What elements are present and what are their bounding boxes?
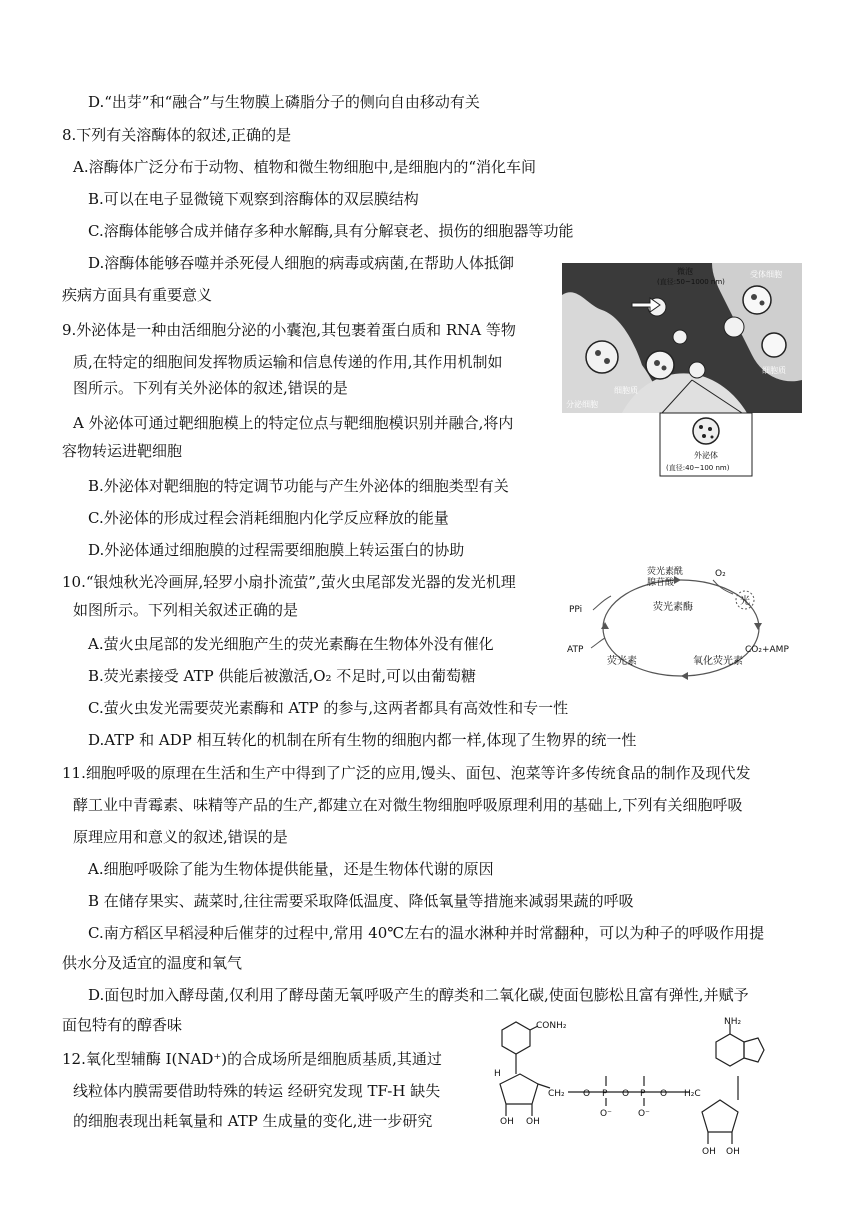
microvesicle-size-label: (直径:50~1000 nm) [657, 278, 725, 286]
q10-stem-line1: 10.“银烛秋光冷画屏,轻罗小扇扑流萤”,萤火虫尾部发光器的发光机理 [62, 573, 516, 591]
co2-amp-label: CO₂+AMP [745, 645, 789, 655]
q11-option-a: A.细胞呼吸除了能为生物体提供能量，还是生物体代谢的原因 [88, 860, 494, 878]
oxygen-label: O [622, 1089, 630, 1099]
oxyluciferin-label: 氧化荧光素 [693, 656, 743, 667]
luciferase-cycle-figure [563, 560, 803, 688]
methylene-label: CH₂ [548, 1089, 565, 1099]
oxide-label: O⁻ [638, 1109, 650, 1119]
oxide-label: O⁻ [600, 1109, 612, 1119]
q12-stem-line1: 12.氧化型辅酶 I(NAD⁺)的合成场所是细胞质基质,其通过 [62, 1050, 442, 1068]
q10-option-b: B.荧光素接受 ATP 供能后被激活,O₂ 不足时,可以由葡萄糖 [88, 667, 477, 685]
phosphorus-label: P [602, 1089, 608, 1099]
luciferyl-adenylate-label: 腺苷酸 [647, 578, 675, 588]
hydroxyl-label: OH [702, 1147, 716, 1157]
oxygen-label: O [583, 1089, 591, 1099]
oxygen-label: O₂ [715, 569, 726, 579]
ribose-ring-left [500, 1074, 538, 1104]
q9-option-a-line2: 容物转运进靶细胞 [62, 442, 183, 460]
q7-option-d: D.“出芽”和“融合”与生物膜上磷脂分子的侧向自由移动有关 [88, 93, 480, 111]
q10-option-d: D.ATP 和 ADP 相互转化的机制在所有生物的细胞内都一样,体现了生物界的统一性 [88, 731, 637, 749]
amide-label: CONH₂ [536, 1021, 567, 1031]
cytoplasm-label: 细胞质 [614, 386, 638, 395]
luciferin-label: 荧光素 [607, 656, 637, 667]
vesicle-icon [586, 341, 618, 373]
hydrogen-label: H [494, 1069, 501, 1079]
secretory-cell-label: 分泌细胞 [566, 400, 598, 409]
q11-option-c-line1: C.南方稻区早稻浸种后催芽的过程中,常用 40℃左右的温水淋种并时常翻种，可以为种子的呼吸作用提 [88, 924, 765, 942]
exosome-label: 外泌体 [694, 451, 718, 460]
q8-option-d-line2: 疾病方面具有重要意义 [62, 286, 213, 304]
hydroxyl-label: OH [726, 1147, 740, 1157]
q11-option-b: B 在储存果实、蔬菜时,往往需要采取降低温度、降低氧量等措施来减弱果蔬的呼吸 [88, 892, 634, 910]
q9-stem-line2: 质,在特定的细胞间发挥物质运输和信息传递的作用,其作用机制如 [73, 353, 503, 371]
ppi-label: PPi [569, 605, 583, 615]
q8-option-a: A.溶酶体广泛分布于动物、植物和微生物细胞中,是细胞内的“消化车间 [73, 158, 537, 176]
hydroxyl-label: OH [500, 1117, 514, 1127]
luciferase-label: 荧光素酶 [653, 602, 693, 613]
receptor-cell-label: 受体细胞 [750, 270, 782, 279]
q11-option-c-line2: 供水分及适宜的温度和氧气 [62, 954, 243, 972]
q8-option-b: B.可以在电子显微镜下观察到溶酶体的双层膜结构 [88, 190, 419, 208]
phosphorus-label: P [640, 1089, 646, 1099]
q11-option-d-line2: 面包特有的醇香味 [62, 1016, 183, 1034]
exosome-size-label: (直径:40~100 nm) [666, 464, 730, 472]
q9-option-d: D.外泌体通过细胞膜的过程需要细胞膜上转运蛋白的协助 [88, 541, 465, 559]
q9-option-c: C.外泌体的形成过程会消耗细胞内化学反应释放的能量 [88, 509, 449, 527]
q9-stem-line1: 9.外泌体是一种由活细胞分泌的小囊泡,其包裹着蛋白质和 RNA 等物 [62, 321, 516, 339]
q10-option-c: C.萤火虫发光需要荧光素酶和 ATP 的参与,这两者都具有高效性和专一性 [88, 699, 569, 717]
exosome-figure [562, 255, 802, 480]
q9-stem-line3: 图所示。下列有关外泌体的叙述,错误的是 [73, 379, 348, 397]
amine-label: NH₂ [724, 1017, 742, 1027]
q8-stem: 8.下列有关溶酶体的叙述,正确的是 [62, 126, 292, 144]
q12-stem-line2: 线粒体内膜需要借助特殊的转运 经研究发现 TF-H 缺失 [73, 1082, 441, 1100]
luciferyl-adenylate-label: 荧光素酰 [647, 567, 684, 577]
microvesicle-label: 微泡 [677, 267, 693, 276]
q9-option-a-line1: A 外泌体可通过靶细胞模上的特定位点与靶细胞模识别并融合,将内 [73, 414, 514, 432]
q10-option-a: A.萤火虫尾部的发光细胞产生的荧光素酶在生物体外没有催化 [88, 635, 494, 653]
ribose-ring-right [702, 1100, 738, 1132]
q11-stem-line1: 11.细胞呼吸的原理在生活和生产中得到了广泛的应用,馒头、面包、泡菜等许多传统食品的制作及现代发 [62, 764, 751, 782]
oxygen-label: O [660, 1089, 668, 1099]
adenine-ring [716, 1034, 744, 1066]
q11-option-d-line1: D.面包时加入酵母菌,仅利用了酵母菌无氧呼吸产生的醇类和二氧化碳,使面包膨松且富有弹性,并赋予 [88, 986, 749, 1004]
vesicle-icon [646, 351, 674, 379]
methylene-label: H₂C [684, 1089, 701, 1099]
q8-option-c: C.溶酶体能够合成并储存多种水解酶,具有分解衰老、损伤的细胞器等功能 [88, 222, 574, 240]
q9-option-b: B.外泌体对靶细胞的特定调节功能与产生外泌体的细胞类型有关 [88, 477, 509, 495]
q12-stem-line3: 的细胞表现出耗氧量和 ATP 生成量的变化,进一步研究 [73, 1112, 433, 1130]
light-label: 光 [740, 596, 750, 607]
exosome-icon [693, 418, 719, 444]
q8-option-d-line1: D.溶酶体能够吞噬并杀死侵人细胞的病毒或病菌,在帮助人体抵御 [88, 254, 515, 272]
pyridinium-ring [502, 1022, 530, 1054]
q11-stem-line3: 原理应用和意义的叙述,错误的是 [73, 828, 288, 846]
q10-stem-line2: 如图所示。下列相关叙述正确的是 [73, 601, 299, 619]
nad-structure-figure [480, 1016, 780, 1161]
atp-label: ATP [567, 645, 584, 655]
hydroxyl-label: OH [526, 1117, 540, 1127]
cytoplasm-label: 细胞质 [762, 366, 786, 375]
q11-stem-line2: 酵工业中青霉素、味精等产品的生产,都建立在对微生物细胞呼吸原理利用的基础上,下列有关细胞呼吸 [73, 796, 743, 814]
